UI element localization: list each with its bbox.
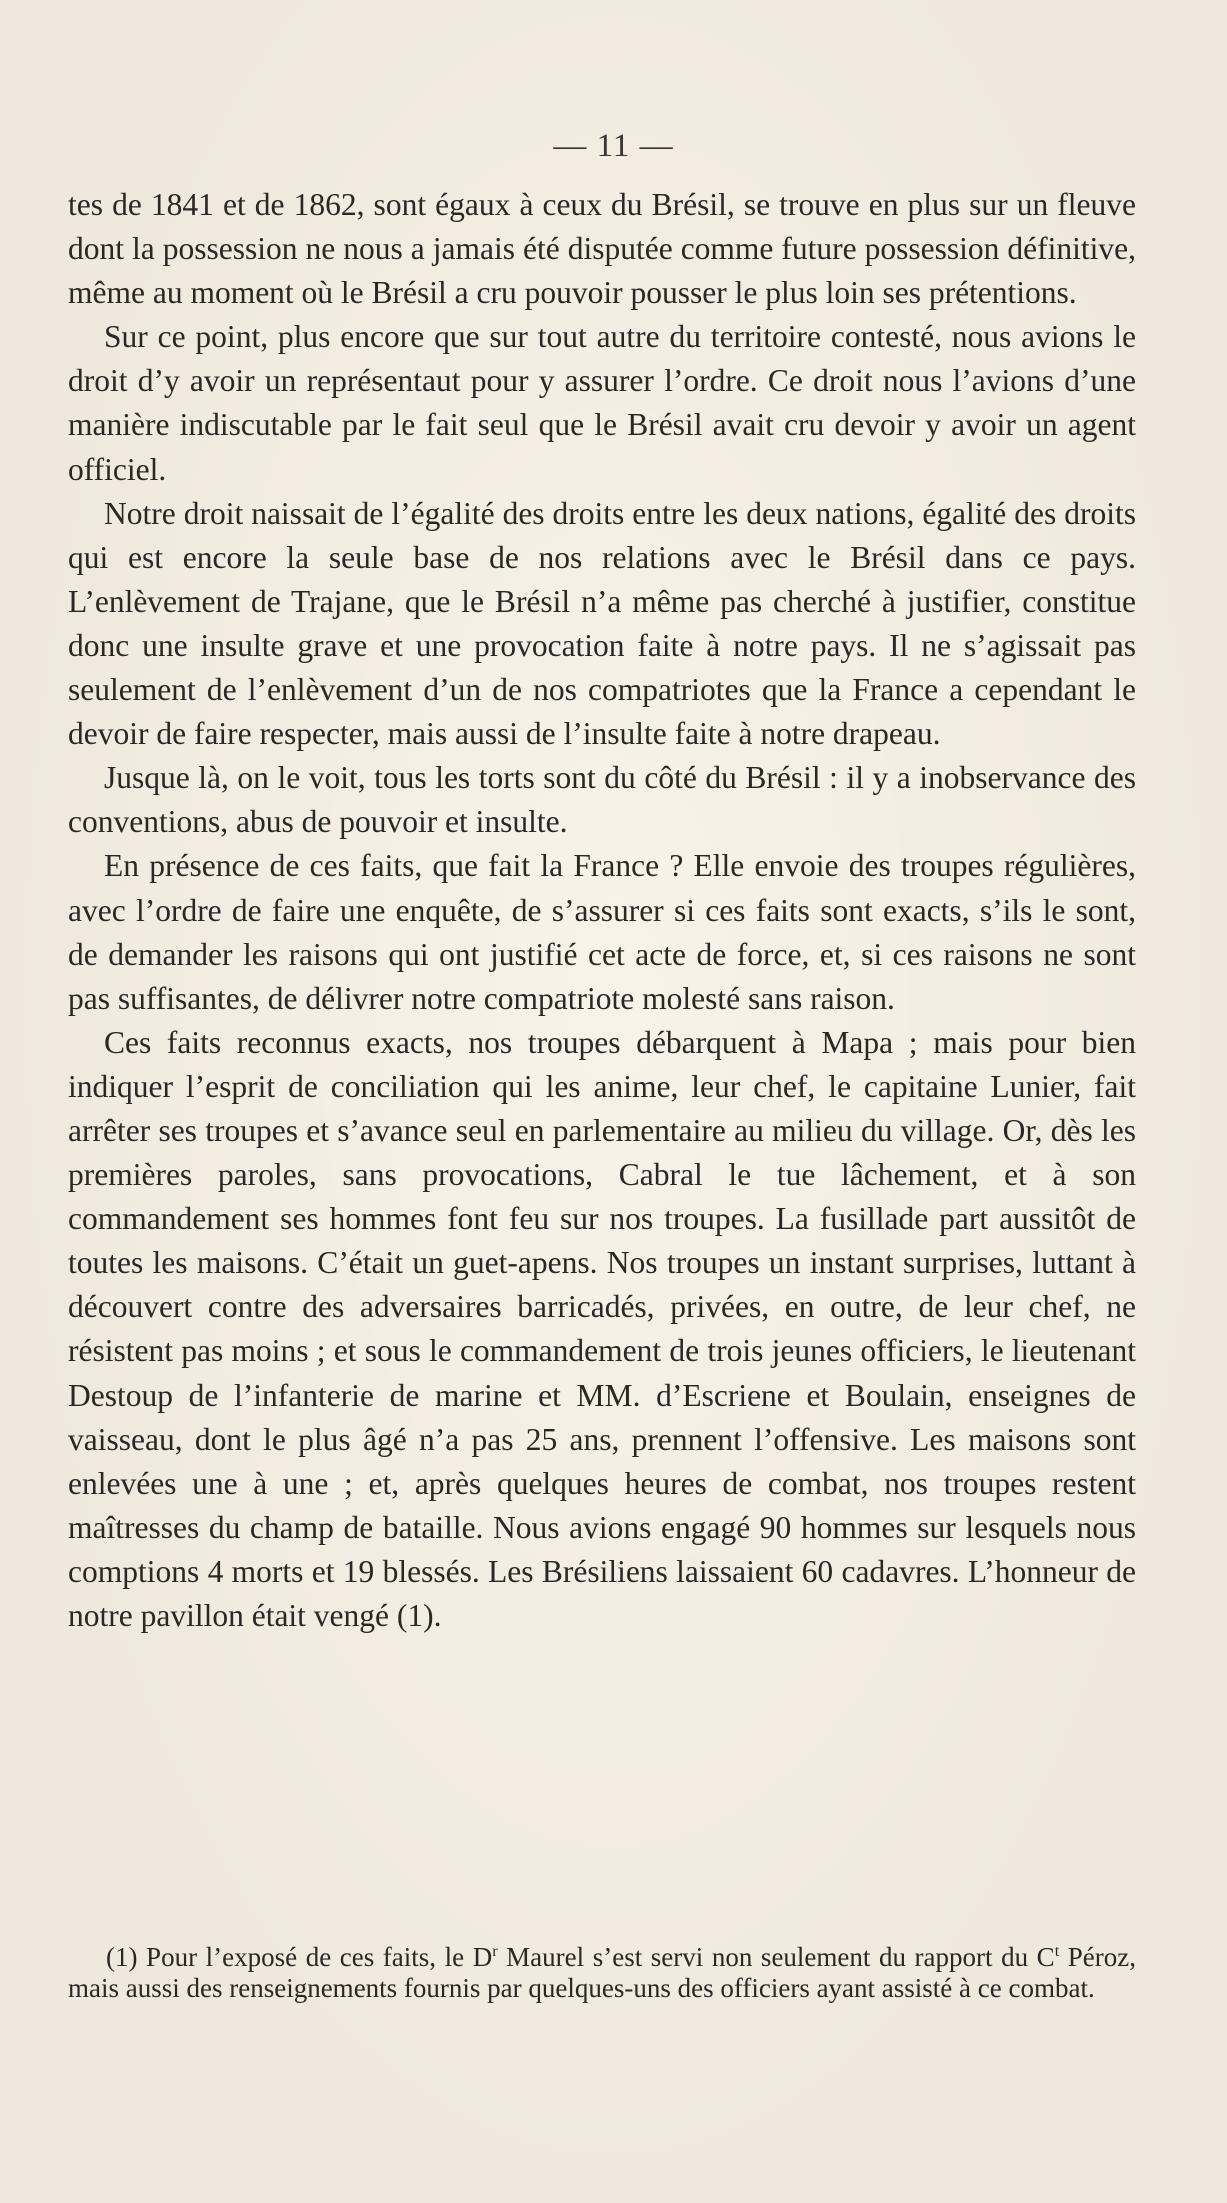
- paragraph: Notre droit naissait de l’égalité des droits entre les deux nations, égalité des droits qui est encore la seule base de nos relations avec le Brésil dans ce pays. L’enlèvement de Trajane, que le Brésil n’a même pas cherché à justifier, constitue donc une insulte grave et une provocation faite à notre pays. Il ne s’agissait pas seulement de l’enlèvement d’un de nos compatriotes que la France a cependant le devoir de faire respecter, mais aussi de l’insulte faite à notre drapeau.: [68, 495, 1136, 752]
- page-number: — 11 —: [553, 128, 674, 164]
- body-text: [68, 183, 1136, 1638]
- paragraph: En présence de ces faits, que fait la France ? Elle envoie des troupes régulières, avec l’ordre de faire une enquête, de s’assurer si ces faits sont exacts, s’ils le sont, de demander les raisons qui ont justifié cet acte de force, et, si ces raisons ne sont pas suffisantes, de délivrer notre compatriote molesté sans raison.: [68, 848, 1136, 1016]
- paragraph: tes de 1841 et de 1862, sont égaux à ceux du Brésil, se trouve en plus sur un fleuve dont la possession ne nous a jamais été disputée comme future possession définitive, même au moment où le Brésil a cru pouvoir pousser le plus loin ses prétentions.: [68, 187, 1136, 311]
- paragraph: Jusque là, on le voit, tous les torts sont du côté du Brésil : il y a inobservance des conventions, abus de pouvoir et insulte.: [68, 760, 1136, 840]
- footnote-text: (1) Pour l’exposé de ces faits, le $D^r$ Maurel s’est servi non seulement du rapport du $C^t$ Péroz, mais aussi des renseignements fournis par quelques-uns des officiers ayant assisté à ce combat.: [68, 1942, 1137, 2003]
- paragraph: Sur ce point, plus encore que sur tout autre du territoire contesté, nous avions le droit d’y avoir un représentaut pour y assurer l’ordre. Ce droit nous l’avions d’une manière indiscutable par le fait seul que le Brésil avait cru devoir y avoir un agent officiel.: [68, 319, 1136, 487]
- footnote: [68, 1942, 1136, 2003]
- paragraph: Ces faits reconnus exacts, nos troupes débarquent à Mapa ; mais pour bien indiquer l’esprit de conciliation qui les anime, leur chef, le capitaine Lunier, fait arrêter ses troupes et s’avance seul en parlementaire au milieu du village. Or, dès les premières paroles, sans provocations, Cabral le tue lâchement, et à son commandement ses hommes font feu sur nos troupes. La fusillade part aussitôt de toutes les maisons. C’était un guet-apens. Nos troupes un instant surprises, luttant à découvert contre des adversaires barricadés, privées, en outre, de leur chef, ne résistent pas moins ; et sous le commandement de trois jeunes officiers, le lieutenant Destoup de l’infanterie de marine et MM. d’Escriene et Boulain, enseignes de vaisseau, dont le plus âgé n’a pas 25 ans, prennent l’offensive. Les maisons sont enlevées une à une ; et, après quelques heures de combat, nos troupes restent maîtresses du champ de bataille. Nous avions engagé 90 hommes sur lesquels nous comptions 4 morts et 19 blessés. Les Brésiliens laissaient 60 cadavres. L’honneur de notre pavillon était vengé (1).: [68, 1024, 1136, 1633]
